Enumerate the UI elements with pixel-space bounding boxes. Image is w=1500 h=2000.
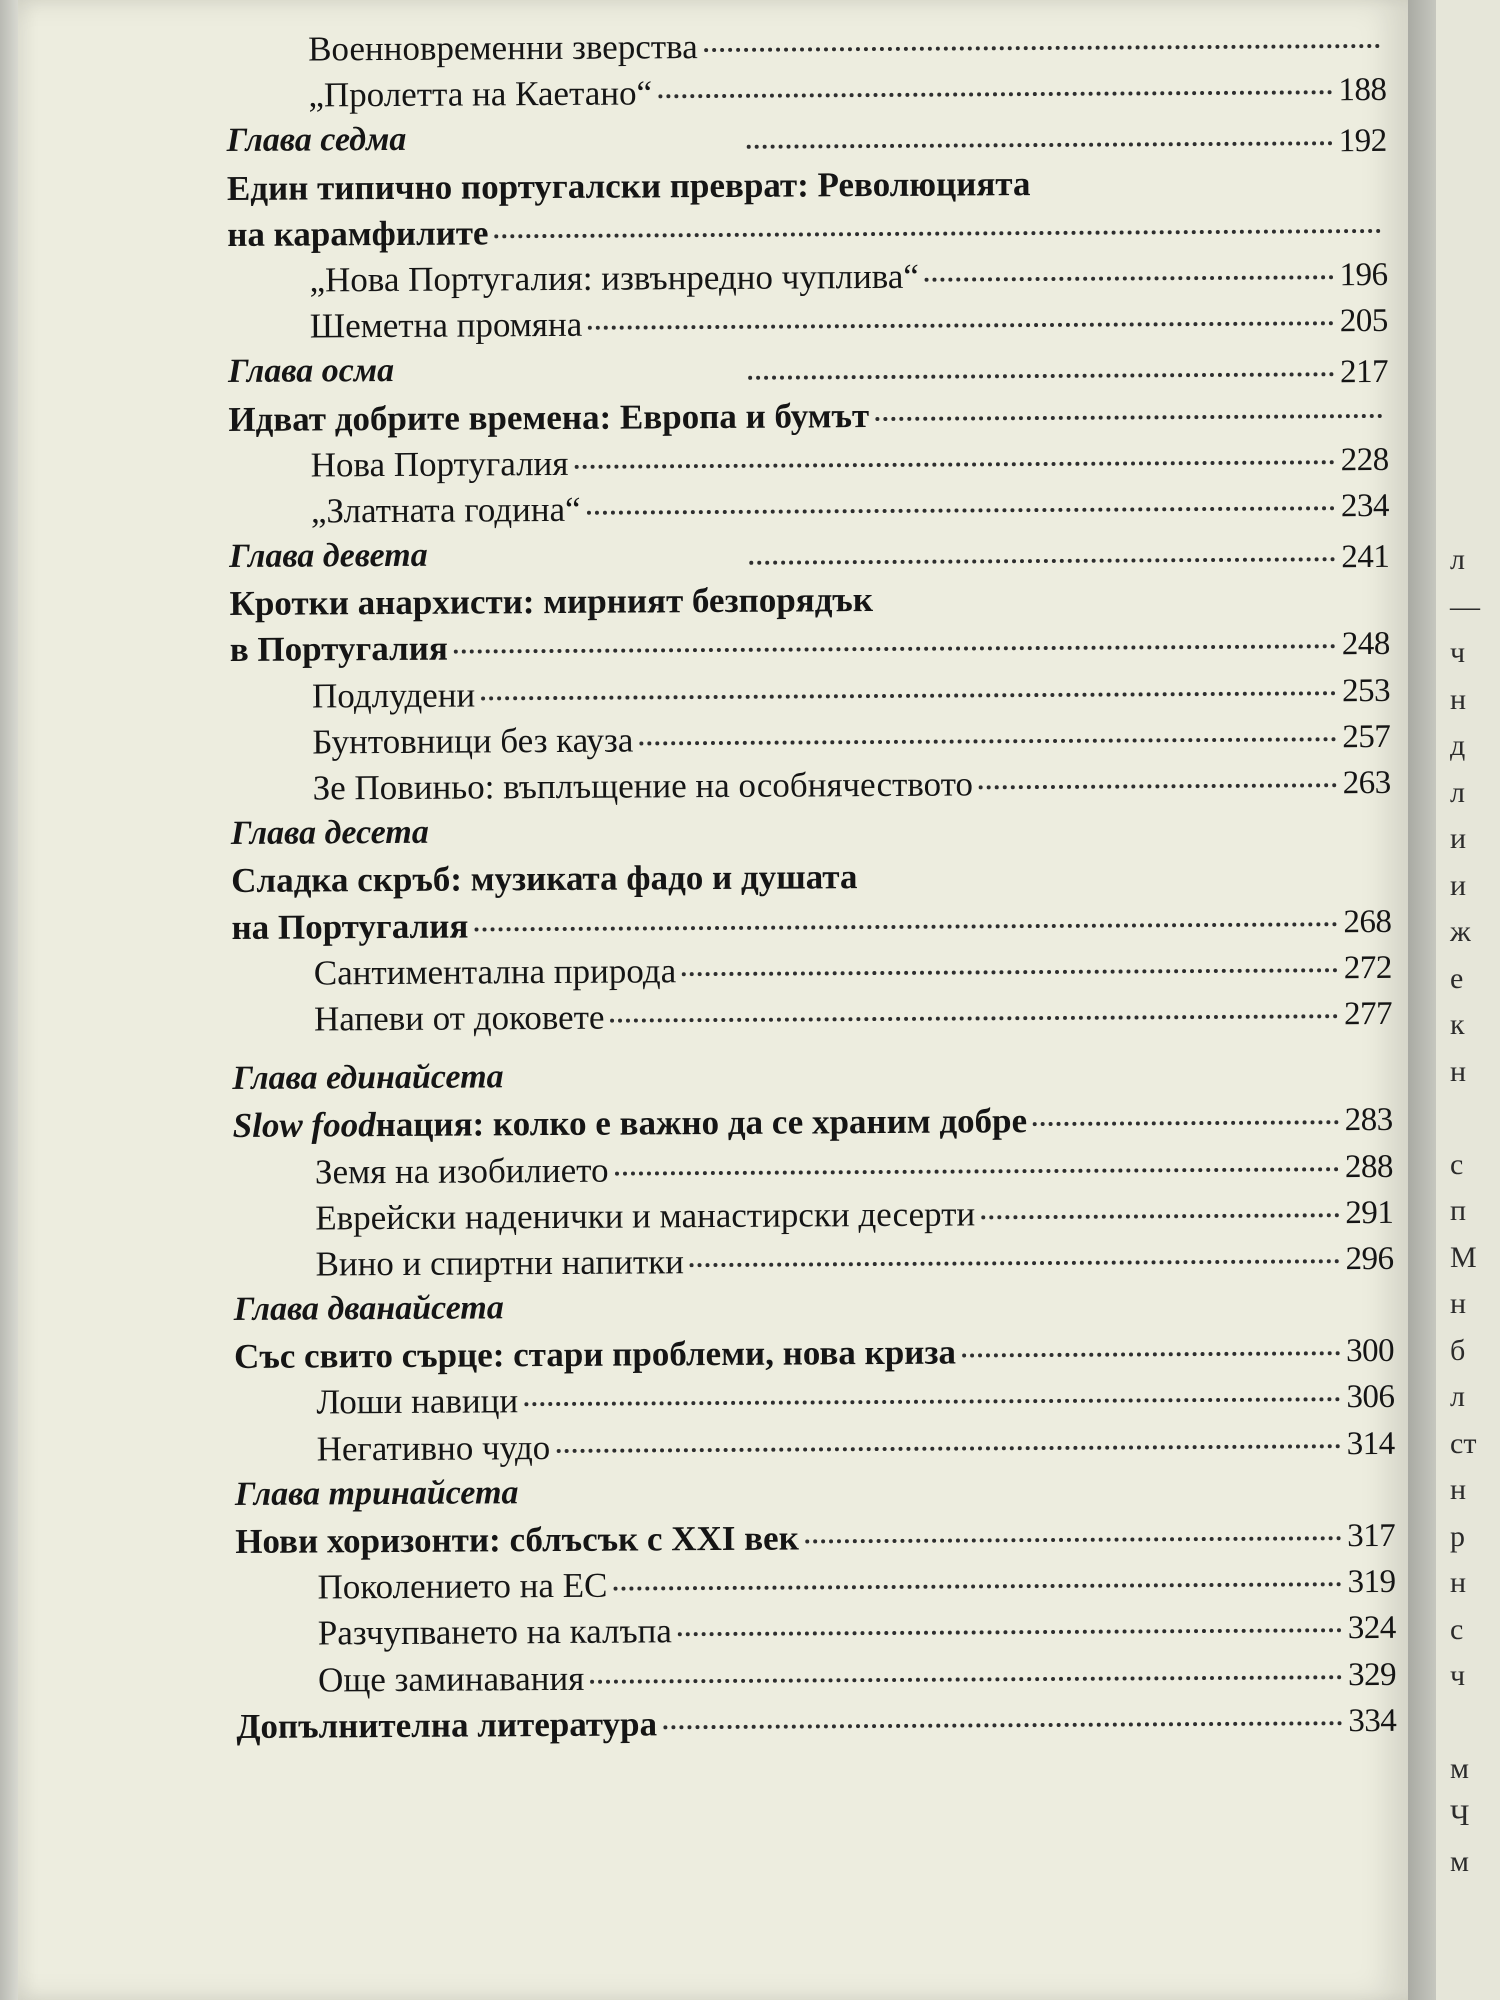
dot-leader (658, 90, 1332, 98)
toc-row (232, 991, 1392, 1044)
page-number: 317 (1347, 1517, 1396, 1555)
entry-text: Глава седма (226, 121, 407, 160)
table-of-contents (226, 21, 1397, 1751)
entry-text: на Португалия (231, 906, 469, 947)
adjacent-page-letter: р (1450, 1519, 1465, 1553)
adjacent-page-letter: е (1450, 961, 1464, 995)
toc-row (230, 668, 1390, 721)
entry-text: „Пролетта на Каетано“ (308, 73, 653, 115)
section-entry (312, 716, 1390, 763)
adjacent-page-letter: и (1450, 822, 1467, 855)
adjacent-page-letter: п (1450, 1194, 1467, 1227)
dot-leader (590, 1675, 1342, 1684)
adjacent-page-letter: м (1450, 1752, 1469, 1785)
entry-text: Кротки анархисти: мирният безпорядък (229, 580, 874, 624)
toc-row (231, 760, 1391, 813)
entry-text: Нова Португалия (310, 443, 569, 485)
dot-leader (587, 506, 1335, 515)
toc-row (231, 852, 1391, 905)
adjacent-page-letter: л (1450, 1380, 1465, 1413)
toc-row (235, 1513, 1395, 1566)
toc-row (234, 1374, 1394, 1427)
entry-text: Бунтовници без кауза (312, 720, 634, 762)
toc-row (231, 898, 1391, 951)
adjacent-page-letter: и (1450, 868, 1467, 902)
chapter-title (234, 1330, 1394, 1377)
adjacent-page-letter: л (1450, 775, 1465, 809)
entry-text: „Златната година“ (310, 489, 581, 531)
book-gutter (1408, 0, 1436, 2000)
chapter-title (231, 900, 1391, 947)
page-number: 314 (1346, 1425, 1395, 1462)
section-entry (312, 670, 1390, 717)
entry-text: Шеметна промяна (309, 304, 583, 346)
adjacent-page-fragment (1436, 0, 1500, 2000)
toc-row (236, 1605, 1396, 1658)
adjacent-page-letter: н (1450, 1287, 1467, 1320)
page-number: 228 (1340, 441, 1389, 478)
chapter-title (233, 1099, 1393, 1146)
toc-row (226, 67, 1386, 120)
entry-text: на карамфилите (227, 213, 489, 254)
section-entry (308, 69, 1386, 116)
toc-row (233, 1143, 1393, 1196)
section-entry (314, 947, 1392, 994)
page-number: 272 (1343, 949, 1392, 986)
dot-leader (981, 1213, 1339, 1219)
toc-row (230, 621, 1390, 674)
entry-text: „Нова Португалия: извънредно чуплива“ (309, 256, 919, 300)
toc-row (227, 252, 1387, 305)
page-number: 217 (1340, 354, 1389, 391)
dot-leader (495, 229, 1382, 238)
italic-prefix: Slow food (232, 1105, 376, 1146)
entry-text: Глава тринайсета (234, 1474, 519, 1513)
toc-row (227, 159, 1387, 212)
page-number: 263 (1342, 764, 1391, 802)
entry-text: Сантиментална природа (313, 951, 677, 993)
chapter-heading (232, 1053, 1392, 1098)
page-number: 334 (1348, 1702, 1397, 1739)
section-entry (313, 762, 1391, 809)
entry-text: Напеви от доковете (313, 997, 605, 1039)
adjacent-page-letter: — (1450, 589, 1480, 623)
toc-row (231, 806, 1391, 859)
toc-row (235, 1467, 1395, 1520)
entry-text: Земя на изобилието (314, 1150, 609, 1191)
section-entry (315, 1145, 1393, 1192)
page-number-line (747, 123, 1387, 164)
chapter-heading (235, 1469, 1395, 1514)
page-number: 288 (1344, 1148, 1394, 1185)
entry-text: Военновременни зверства (308, 27, 698, 69)
chapter-title (235, 1515, 1395, 1562)
adjacent-page-letter: м (1450, 1845, 1469, 1878)
dot-leader (682, 968, 1338, 976)
toc-row (235, 1559, 1395, 1612)
toc-row (230, 714, 1390, 767)
adjacent-page-letter: д (1450, 729, 1466, 762)
section-entry (316, 1376, 1394, 1423)
adjacent-page-letter: н (1450, 682, 1467, 716)
toc-row (232, 945, 1392, 998)
entry-text: нация: колко е важно да се храним добре (375, 1101, 1028, 1145)
section-entry (314, 993, 1392, 1040)
toc-row (229, 529, 1389, 582)
section-entry (311, 485, 1389, 532)
dot-leader (524, 1398, 1340, 1407)
page-number: 188 (1338, 72, 1387, 109)
entry-text: Вино и спиртни напитки (315, 1242, 685, 1284)
section-entry (315, 1238, 1393, 1285)
chapter-title (227, 208, 1387, 255)
entry-text: Зе Повиньо: въплъщение на особнячеството (312, 764, 974, 808)
page-number-line (748, 354, 1388, 395)
dot-leader (588, 321, 1334, 330)
entry-text: Сладка скръб: музиката фадо и душата (231, 857, 858, 901)
entry-text: Разчупването на калъпа (317, 1611, 672, 1653)
dot-leader (690, 1259, 1340, 1267)
adjacent-page-letter: М (1450, 1240, 1477, 1274)
adjacent-page-letter: б (1450, 1333, 1466, 1367)
entry-text: Един типично португалски преврат: Революцията (226, 163, 1031, 208)
entry-text: Идват добрите времена: Европа и бумът (228, 395, 870, 439)
dot-leader (747, 142, 1333, 150)
adjacent-page-letter: л (1450, 543, 1465, 576)
dot-leader (678, 1629, 1342, 1637)
page-number: 205 (1339, 303, 1388, 340)
dot-leader (805, 1536, 1341, 1543)
adjacent-page-letter: ст (1450, 1426, 1477, 1460)
adjacent-page-letter: с (1450, 1612, 1464, 1646)
toc-row (229, 483, 1389, 536)
toc-row (227, 206, 1387, 259)
adjacent-page-letter: Ч (1450, 1798, 1470, 1832)
chapter-title (228, 392, 1388, 439)
adjacent-page-letter: н (1450, 1054, 1467, 1088)
toc-row (229, 575, 1389, 628)
dot-leader (1033, 1121, 1339, 1127)
chapter-title (227, 161, 1387, 208)
dot-leader (749, 557, 1335, 565)
chapter-heading (234, 1284, 1394, 1329)
adjacent-page-letter: ч (1450, 636, 1466, 669)
chapter-heading (231, 808, 1391, 853)
dot-leader (704, 44, 1380, 52)
toc-row (233, 1097, 1393, 1150)
entry-text: Нови хоризонти: сблъсък с XXI век (235, 1518, 799, 1561)
dot-leader (962, 1351, 1340, 1357)
entry-text: Еврейски наденички и манастирски десерти (315, 1194, 976, 1238)
toc-row (232, 1051, 1392, 1104)
toc-row (228, 390, 1388, 443)
chapter-title (231, 854, 1391, 901)
dot-leader (474, 922, 1337, 931)
section-entry (310, 300, 1388, 347)
dot-leader (639, 737, 1336, 745)
section-entry (308, 23, 1386, 70)
dot-leader (610, 1014, 1338, 1022)
toc-row (228, 298, 1388, 351)
section-entry (318, 1653, 1396, 1700)
entry-text: Глава девета (229, 536, 428, 576)
section-entry (309, 254, 1387, 301)
dot-leader (613, 1582, 1341, 1590)
entry-text: Глава десета (230, 813, 429, 853)
entry-text: Още заминавания (317, 1658, 585, 1700)
dot-leader (979, 783, 1337, 789)
book-page (18, 0, 1408, 2000)
page-number: 248 (1341, 626, 1390, 663)
entry-text: Със свито сърце: стари проблеми, нова криза (233, 1332, 957, 1377)
page-edge (0, 0, 18, 2000)
adjacent-page-letter: ж (1450, 915, 1471, 948)
page-number: 296 (1345, 1240, 1394, 1278)
page-number: 306 (1346, 1379, 1395, 1416)
page-number: 268 (1343, 903, 1392, 940)
toc-row (233, 1236, 1393, 1289)
adjacent-page-letter: с (1450, 1147, 1464, 1181)
section-entry (317, 1561, 1395, 1608)
chapter-title (236, 1700, 1396, 1747)
dot-leader (574, 460, 1334, 469)
section-entry (315, 1192, 1393, 1239)
chapter-title (230, 623, 1390, 670)
toc-row (234, 1282, 1394, 1335)
toc-row (229, 437, 1389, 490)
toc-row (227, 113, 1387, 166)
dot-leader (663, 1721, 1342, 1729)
entry-text: Подлудени (311, 675, 476, 716)
page-number: 324 (1347, 1610, 1396, 1647)
adjacent-page-letter: н (1450, 1566, 1467, 1599)
toc-row (236, 1698, 1396, 1751)
entry-text: Глава дванайсета (233, 1289, 504, 1329)
entry-text: Глава осма (227, 352, 395, 391)
dot-leader (454, 645, 1336, 654)
page-number: 300 (1345, 1333, 1395, 1370)
page-number: 253 (1341, 672, 1391, 709)
page-number: 277 (1343, 995, 1393, 1033)
toc-row (236, 1651, 1396, 1704)
page-number: 291 (1345, 1194, 1394, 1231)
section-entry (317, 1423, 1395, 1470)
dot-leader (925, 275, 1334, 281)
adjacent-page-letter: ч (1450, 1659, 1466, 1692)
dot-leader (748, 373, 1334, 381)
entry-text: Негативно чудо (316, 1427, 551, 1469)
dot-leader (615, 1167, 1339, 1175)
page-number: 234 (1340, 487, 1390, 525)
page-number-line (749, 539, 1389, 580)
page-number: 319 (1347, 1564, 1396, 1601)
page-number: 241 (1341, 538, 1390, 576)
dot-leader (556, 1444, 1340, 1453)
toc-row (235, 1421, 1395, 1474)
page-number: 257 (1342, 718, 1391, 756)
dot-leader (875, 413, 1382, 420)
entry-text: Глава единайсета (232, 1058, 504, 1098)
toc-row (233, 1190, 1393, 1243)
section-entry (311, 439, 1389, 486)
page-number: 329 (1347, 1656, 1397, 1693)
page-number: 192 (1338, 123, 1387, 160)
section-entry (318, 1607, 1396, 1654)
entry-text: в Португалия (229, 629, 448, 670)
entry-text: Поколението на ЕС (317, 1565, 608, 1607)
toc-row (234, 1328, 1394, 1381)
entry-text: Лоши навици (316, 1381, 519, 1422)
adjacent-page-letter: к (1450, 1008, 1465, 1041)
chapter-title (229, 577, 1389, 624)
adjacent-page-letter: н (1450, 1473, 1467, 1506)
toc-row (226, 21, 1386, 74)
page-number: 196 (1339, 256, 1388, 294)
toc-row (228, 344, 1388, 397)
dot-leader (481, 691, 1336, 700)
page-number: 283 (1344, 1102, 1393, 1139)
entry-text: Допълнителна литература (236, 1704, 658, 1746)
